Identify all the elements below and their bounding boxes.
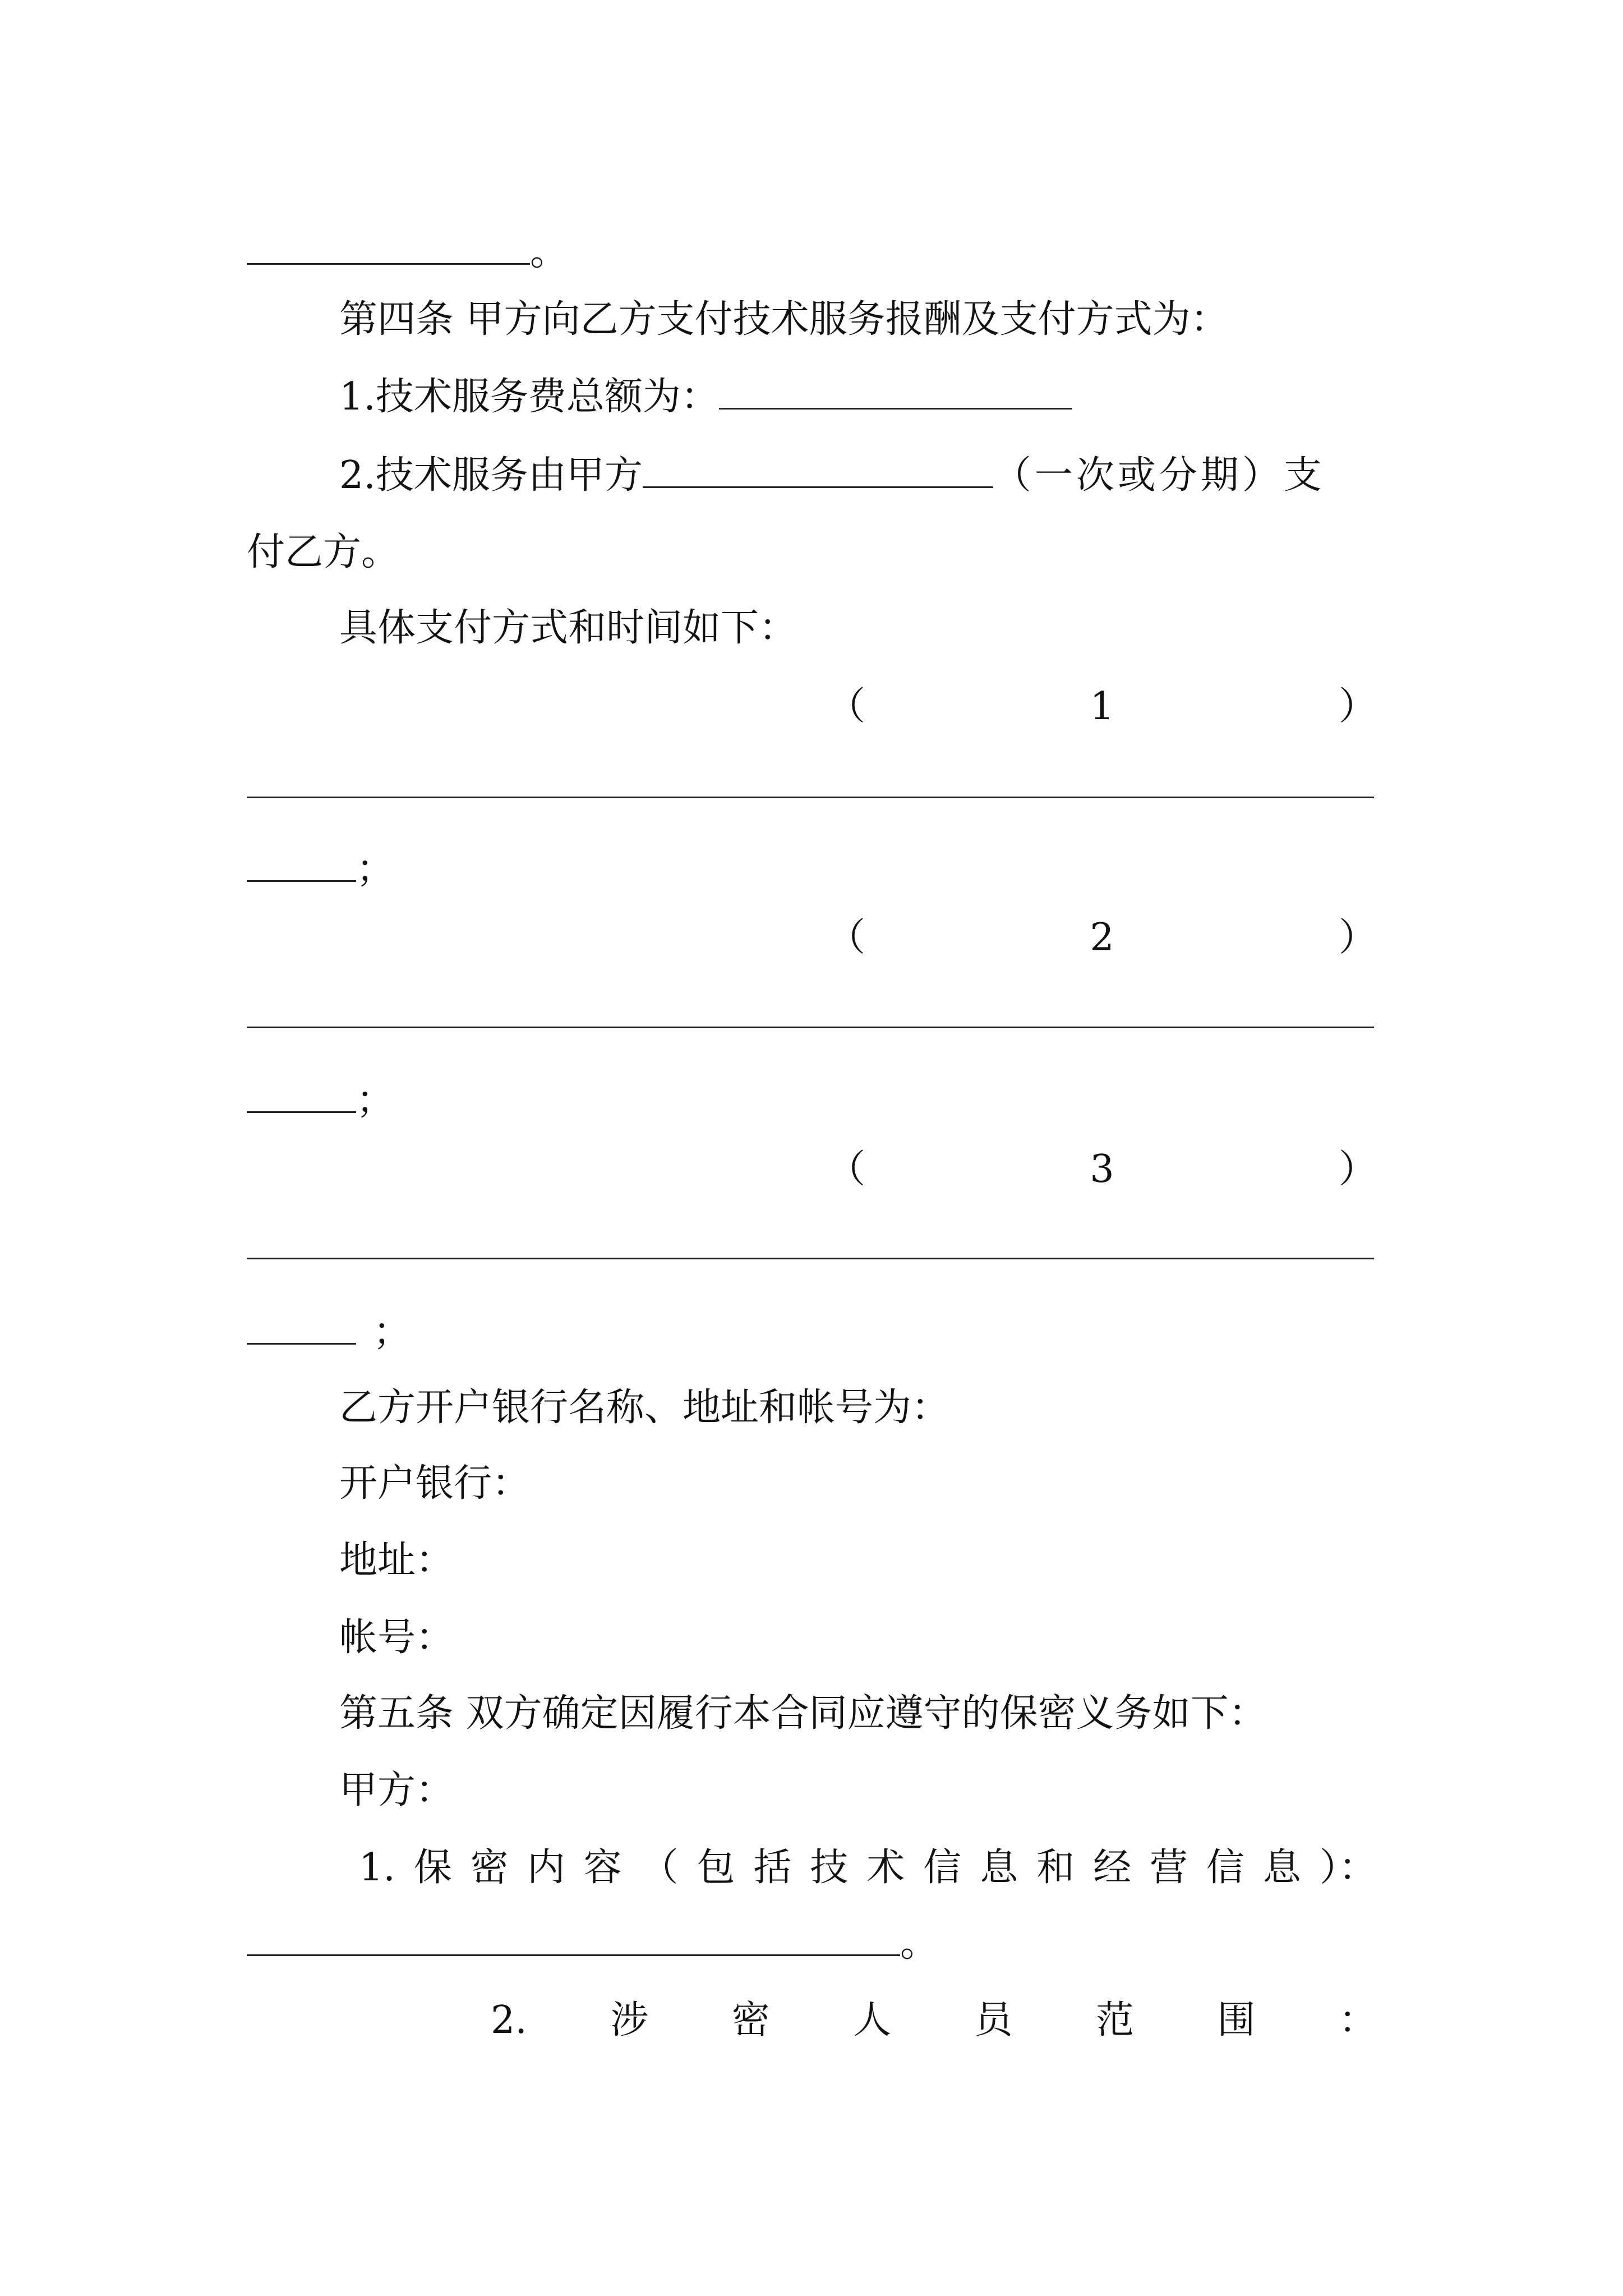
payment-mode-blank[interactable] (643, 455, 993, 488)
punctuation-period: 。 (900, 1921, 939, 1966)
close-paren: ） (1338, 915, 1377, 960)
spaced-char: 内 (527, 1846, 565, 1890)
fill-blank[interactable] (247, 232, 530, 265)
bank-account-label: 帐号： (339, 1616, 454, 1660)
spaced-char: 人 (853, 1998, 892, 2042)
semicolon: ； (356, 1078, 395, 1122)
total-fee-label: 1.技术服务费总额为： (339, 375, 719, 419)
spaced-char: 员 (974, 1998, 1013, 2042)
spaced-char: 术 (866, 1846, 905, 1890)
schedule-entry-1-end (247, 847, 394, 892)
article5-heading: 第五条 双方确定因履行本合同应遵守的保密义务如下： (339, 1691, 1267, 1736)
bank-intro: 乙方开户银行名称、地址和帐号为： (339, 1386, 950, 1430)
spaced-char: 密 (731, 1998, 770, 2042)
bank-address-label: 地址： (339, 1538, 454, 1582)
schedule-intro: 具体支付方式和时间如下： (339, 606, 797, 650)
schedule-entry-1-line[interactable] (247, 797, 1374, 798)
schedule-entry-2-header (827, 915, 1377, 960)
bank-name-label: 开户银行： (339, 1461, 531, 1506)
schedule-entry-3-header (827, 1147, 1377, 1192)
spaced-char: （ (640, 1846, 679, 1890)
open-paren: （ (827, 684, 866, 729)
semicolon: ； (373, 1310, 412, 1354)
entry-number: 2 (1090, 915, 1114, 960)
close-paren: ） (1338, 1147, 1377, 1191)
spaced-char: 息 (980, 1846, 1018, 1890)
personnel-scope-label (491, 1998, 1377, 2043)
schedule-entry-1-header (827, 684, 1377, 729)
spaced-char: 信 (923, 1846, 962, 1890)
article4-leading-line (247, 230, 568, 275)
spaced-char: 信 (1206, 1846, 1244, 1890)
fill-blank[interactable] (247, 1080, 356, 1113)
close-paren: ） (1338, 684, 1377, 729)
spaced-char: 涉 (610, 1998, 649, 2042)
payment-mode-suffix: （一次或分期）支 (993, 453, 1325, 498)
article4-item1 (339, 375, 1072, 420)
article4-heading: 第四条 甲方向乙方支付技术服务报酬及支付方式为： (339, 297, 1229, 342)
spaced-char: 营 (1150, 1846, 1188, 1890)
spaced-char: 和 (1036, 1846, 1075, 1890)
schedule-entry-3-end (247, 1310, 411, 1355)
spaced-char: 保 (413, 1846, 452, 1890)
spaced-char: 经 (1093, 1846, 1132, 1890)
open-paren: （ (827, 915, 866, 960)
schedule-entry-3-line[interactable] (247, 1258, 1374, 1259)
fill-blank[interactable] (247, 1312, 356, 1345)
article4-item2 (339, 453, 1325, 498)
payment-mode-label: 2.技术服务由甲方 (339, 453, 643, 498)
semicolon: ； (356, 847, 395, 891)
punctuation-period: 。 (530, 230, 569, 274)
schedule-entry-2-end (247, 1078, 394, 1123)
spaced-char: 密 (470, 1846, 509, 1890)
article4-item2-continued: 付乙方。 (247, 530, 400, 574)
spaced-char: 容 (583, 1846, 622, 1890)
confidential-content-label (359, 1846, 1377, 1890)
spaced-char: ： (1338, 1998, 1377, 2042)
fill-blank[interactable] (247, 849, 356, 882)
confidential-content-line (247, 1921, 938, 1966)
confidential-content-blank[interactable] (247, 1923, 900, 1956)
spaced-char: 范 (1096, 1998, 1135, 2042)
entry-number: 1 (1090, 684, 1114, 729)
spaced-char: 包 (697, 1846, 735, 1890)
spaced-char: 息 (1262, 1846, 1301, 1890)
article5-party: 甲方： (339, 1768, 454, 1812)
spaced-char: 括 (753, 1846, 792, 1890)
schedule-entry-2-line[interactable] (247, 1027, 1374, 1028)
entry-number: 3 (1090, 1147, 1114, 1191)
spaced-char: 技 (810, 1846, 849, 1890)
spaced-char: ）： (1319, 1846, 1377, 1890)
open-paren: （ (827, 1147, 866, 1191)
total-fee-blank[interactable] (719, 376, 1072, 409)
spaced-char: 2. (491, 1998, 527, 2042)
spaced-char: 围 (1217, 1998, 1256, 2042)
spaced-char: 1. (359, 1846, 395, 1890)
